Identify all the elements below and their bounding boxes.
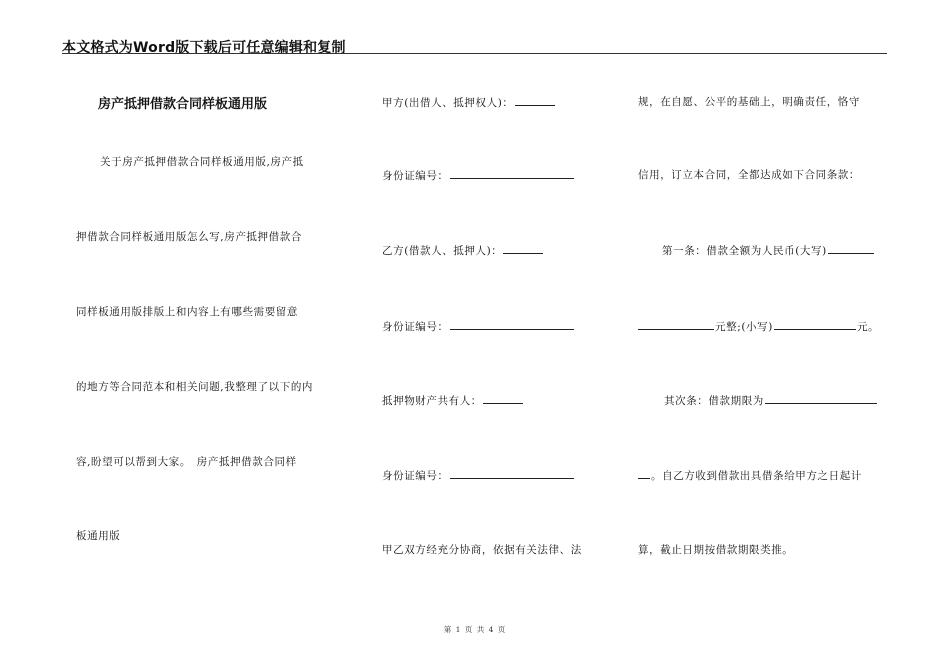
intro-line-1: 关于房产抵押借款合同样板通用版,房产抵 — [100, 156, 304, 168]
header-rule — [62, 53, 887, 54]
clause-2-line — [664, 392, 878, 408]
clause-2-label: 其次条：借款期限为 — [664, 395, 764, 407]
id-a-label: 身份证编号： — [382, 170, 449, 182]
intro-line-2: 押借款合同样板通用版怎么写,房产抵押借款合 — [76, 231, 302, 243]
amount-mid-label: 元整;(小写) — [715, 321, 773, 333]
party-b-label: 乙方(借款人、抵押人)： — [382, 245, 503, 257]
id-c-blank — [450, 467, 574, 479]
id-a-line — [382, 167, 575, 183]
page-indicator: 第 1 页 共 4 页 — [443, 625, 507, 634]
term-blank — [765, 392, 877, 404]
id-c-line — [382, 467, 575, 483]
party-b-blank — [503, 242, 543, 254]
party-a-line — [382, 94, 556, 110]
term-rest-line — [638, 467, 862, 483]
term-rest-text: 。自乙方收到借款出具借条给甲方之日起计 — [651, 470, 862, 482]
amount-line — [638, 318, 879, 334]
clause-1-line — [662, 242, 875, 258]
clauses-line-2: 信用，订立本合同，全都达成如下合同条款： — [638, 169, 860, 181]
clause-1-label: 第一条：借款全额为人民币(大写) — [662, 245, 827, 257]
intro-line-4: 的地方等合同范本和相关问题,我整理了以下的内 — [76, 381, 314, 393]
clauses-line-1: 规，在自愿、公平的基础上，明确责任，恪守 — [638, 96, 860, 108]
co-owner-blank — [483, 392, 523, 404]
amount-lower-blank — [774, 318, 856, 330]
intro-line-6: 板通用版 — [76, 530, 121, 542]
party-a-blank — [515, 94, 555, 106]
co-owner-line — [382, 392, 524, 408]
document-title: 房产抵押借款合同样板通用版 — [98, 97, 268, 112]
amount-upper-cont-blank — [638, 318, 714, 330]
id-a-blank — [450, 167, 574, 179]
amount-upper-blank — [828, 242, 874, 254]
clauses-last-line: 算，截止日期按借款期限类推。 — [638, 544, 794, 556]
amount-end-label: 元。 — [856, 321, 880, 333]
party-a-label: 甲方(出借人、抵押权人)： — [382, 97, 514, 109]
id-c-label: 身份证编号： — [382, 470, 449, 482]
id-b-label: 身份证编号： — [382, 321, 449, 333]
download-banner: 本文格式为Word版下载后可任意编辑和复制 — [62, 40, 346, 56]
co-owner-label: 抵押物财产共有人： — [382, 395, 482, 407]
term-cont-blank — [638, 467, 650, 479]
intro-line-3: 同样板通用版排版上和内容上有哪些需要留意 — [76, 306, 298, 318]
intro-line-5: 容,盼望可以帮到大家。 房产抵押借款合同样 — [76, 456, 297, 468]
party-b-line — [382, 242, 544, 258]
id-b-line — [382, 318, 575, 334]
id-b-blank — [450, 318, 574, 330]
consult-line: 甲乙双方经充分协商，依据有关法律、法 — [382, 544, 582, 556]
